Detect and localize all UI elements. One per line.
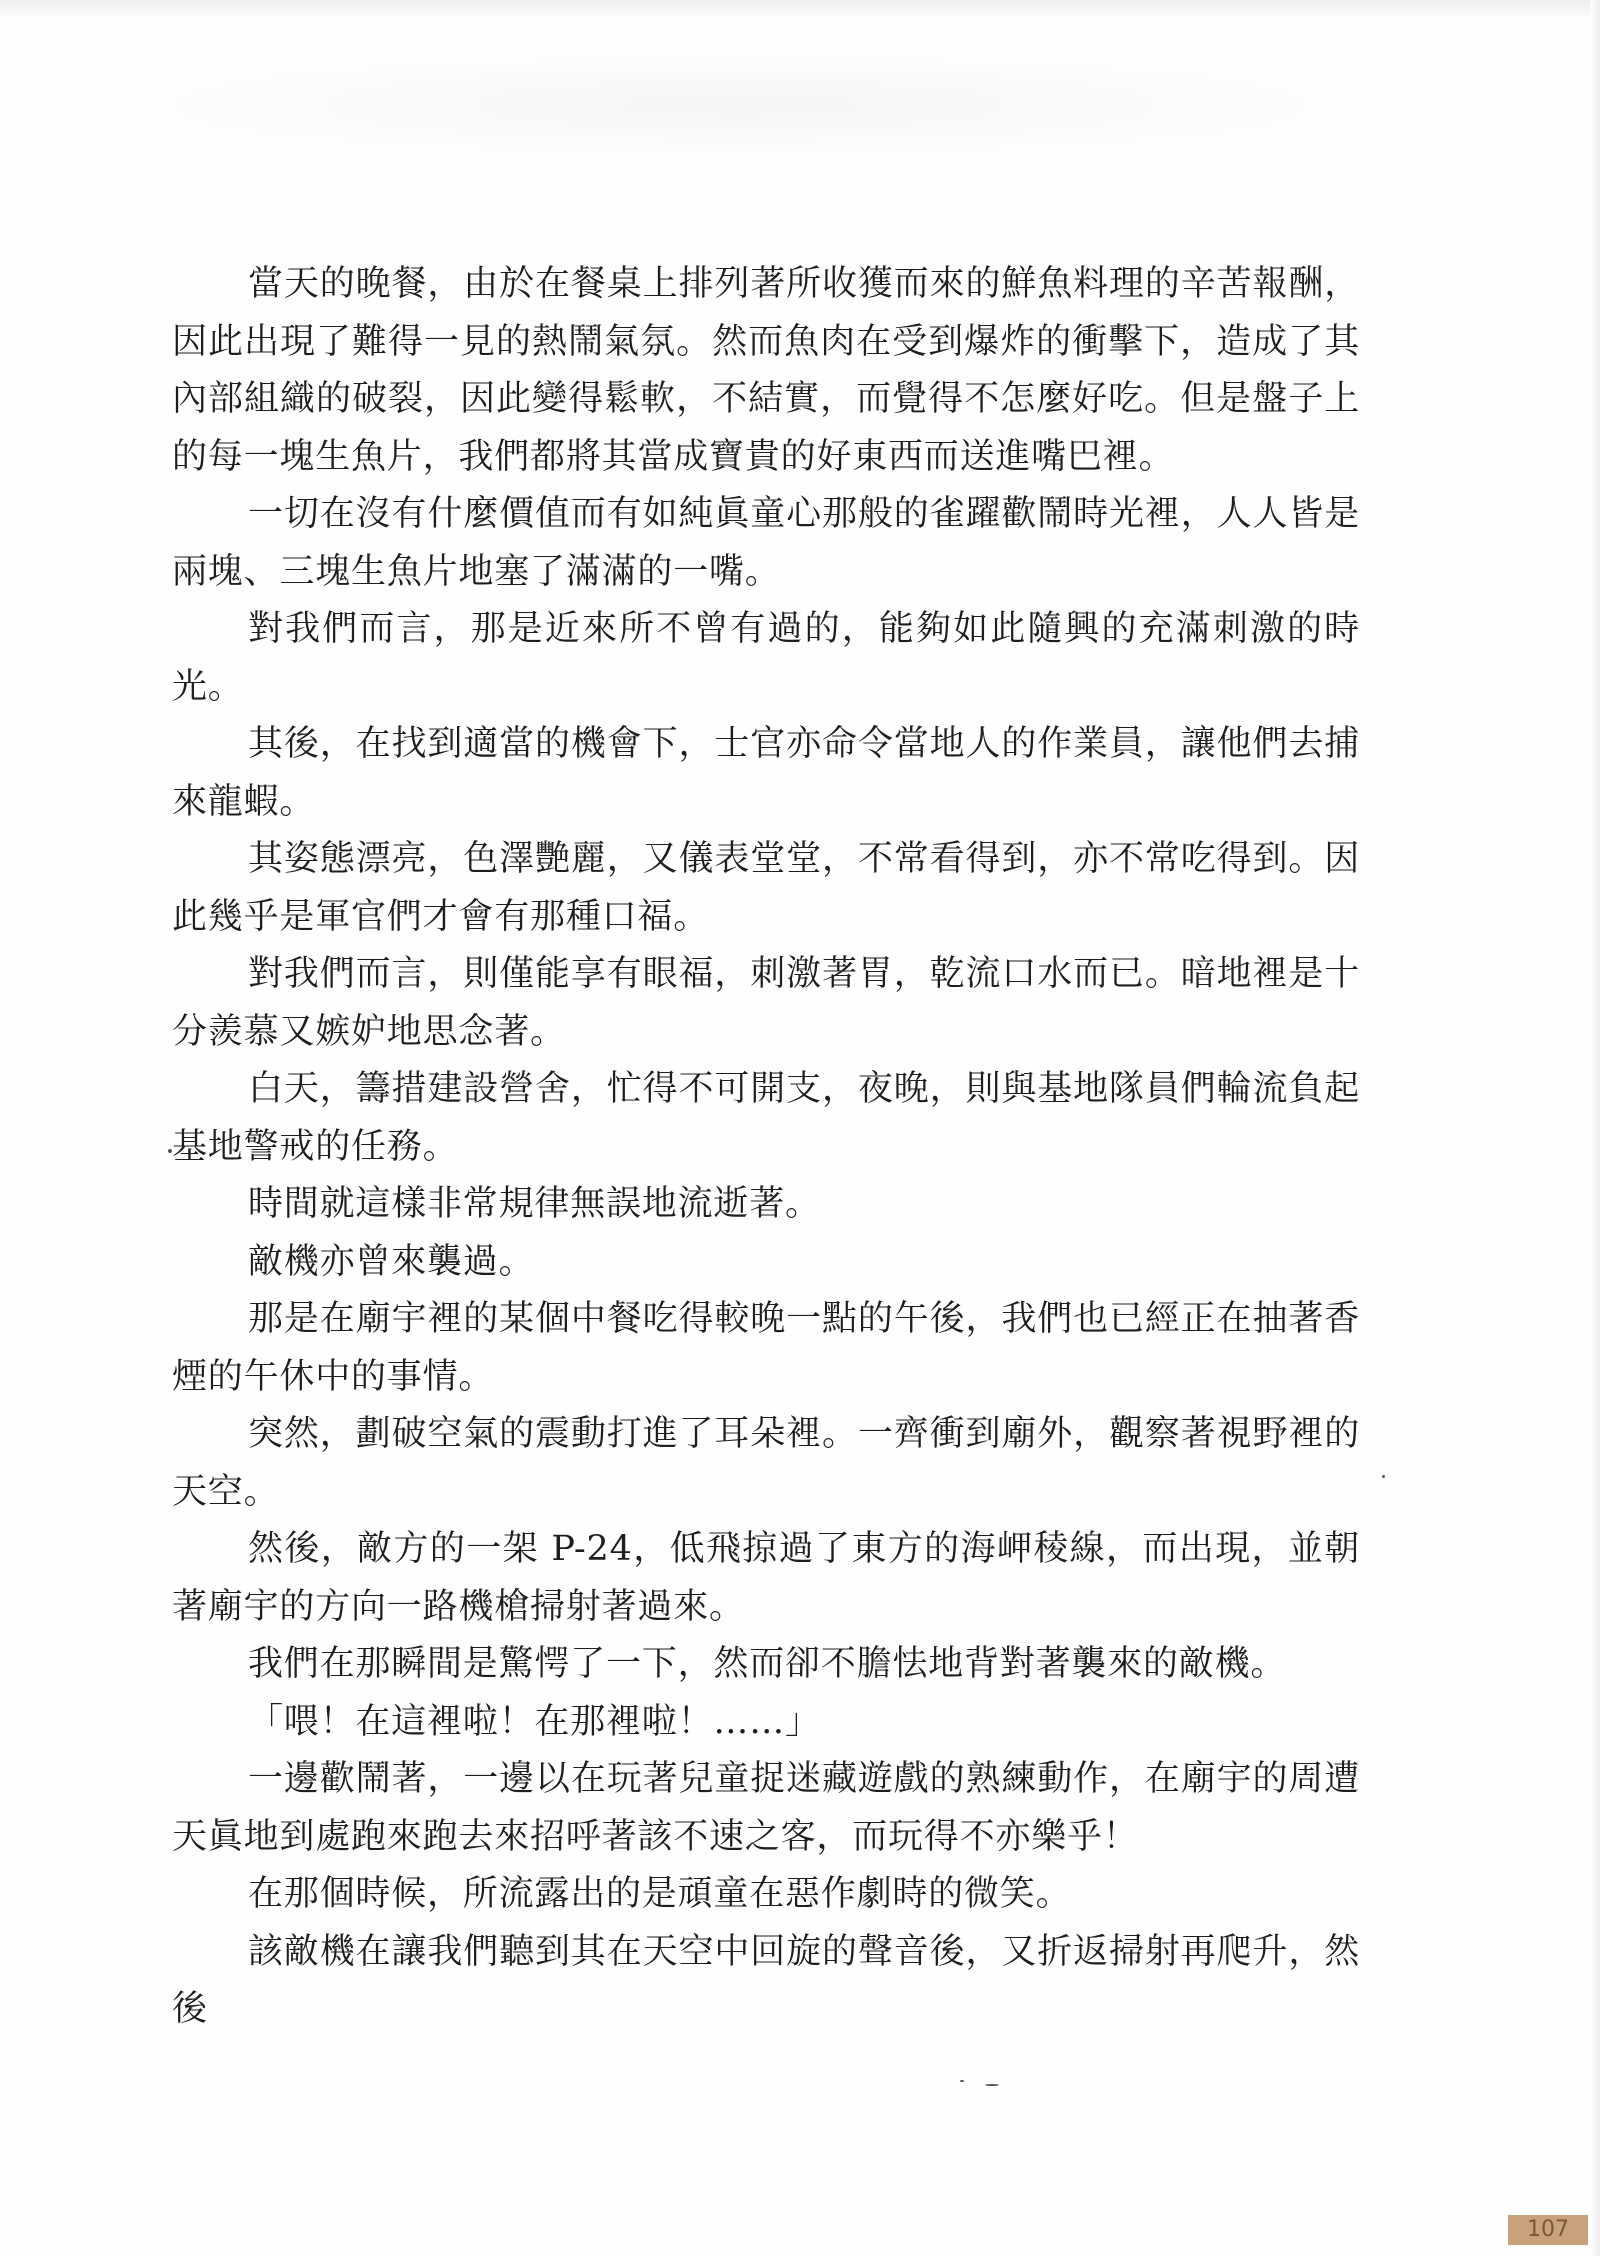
- scan-speck: [1382, 1475, 1385, 1478]
- paragraph-1: 當天的晚餐，由於在餐桌上排列著所收獲而來的鮮魚料理的辛苦報酬，因此出現了難得一見的熱鬧氣氛。然而魚肉在受到爆炸的衝擊下，造成了其內部組織的破裂，因此變得鬆軟，不結實，而覺得不怎麼好吃。但是盤子上的每一塊生魚片，我們都將其當成寶貴的好東西而送進嘴巴裡。: [172, 264, 1360, 477]
- paragraph-10: 那是在廟宇裡的某個中餐吃得較晚一點的午後，我們也已經正在抽著香煙的午休中的事情。: [172, 1299, 1360, 1397]
- scan-speck: [985, 2084, 999, 2086]
- paragraph-11: 突然，劃破空氣的震動打進了耳朵裡。一齊衝到廟外，觀察著視野裡的天空。: [172, 1414, 1360, 1512]
- scan-top-edge: [0, 0, 1600, 16]
- body-text: [172, 256, 1360, 2039]
- paragraph-17: 該敵機在讓我們聽到其在天空中回旋的聲音後，又折返掃射再爬升，然後: [172, 1931, 1360, 2029]
- scan-right-edge: [1590, 0, 1600, 2256]
- paragraph-4: 其後，在找到適當的機會下，士官亦命令當地人的作業員，讓他們去捕來龍蝦。: [172, 724, 1360, 822]
- bleed-through-shadow: [60, 50, 1420, 160]
- paragraph-12: 然後，敵方的一架 P-24，低飛掠過了東方的海岬稜線，而出現，並朝著廟宇的方向一路機槍掃射著過來。: [172, 1529, 1360, 1627]
- paragraph-5: 其姿態漂亮，色澤艷麗，又儀表堂堂，不常看得到，亦不常吃得到。因此幾乎是軍官們才會有那種口福。: [172, 839, 1360, 937]
- paragraph-2: 一切在沒有什麼價值而有如純眞童心那般的雀躍歡鬧時光裡，人人皆是兩塊、三塊生魚片地塞了滿滿的一嘴。: [172, 494, 1360, 592]
- paragraph-16: 在那個時候，所流露出的是頑童在惡作劇時的微笑。: [248, 1874, 1072, 1914]
- paragraph-9: 敵機亦曾來襲過。: [248, 1241, 535, 1282]
- page-number: 107: [1508, 2215, 1588, 2245]
- paragraph-13: 我們在那瞬間是驚愕了一下，然而卻不膽怯地背對著襲來的敵機。: [248, 1644, 1287, 1684]
- paragraph-15: 一邊歡鬧著，一邊以在玩著兒童捉迷藏遊戲的熟練動作，在廟宇的周遭天眞地到處跑來跑去來招呼著該不速之客，而玩得不亦樂乎！: [172, 1759, 1360, 1857]
- scan-speck: [168, 1149, 172, 1153]
- paragraph-7: 白天，籌措建設營舍，忙得不可開支，夜晚，則與基地隊員們輪流負起基地警戒的任務。: [172, 1069, 1360, 1167]
- scan-speck: [960, 2080, 964, 2082]
- paragraph-14: 「喂！在這裡啦！在那裡啦！……」: [248, 1701, 821, 1742]
- paragraph-3: 對我們而言，那是近來所不曾有過的，能夠如此隨興的充滿刺激的時光。: [172, 609, 1360, 707]
- paragraph-8: 時間就這樣非常規律無誤地流逝著。: [248, 1184, 821, 1224]
- paragraph-6: 對我們而言，則僅能享有眼福，刺激著胃，乾流口水而已。暗地裡是十分羨慕又嫉妒地思念著。: [172, 954, 1360, 1052]
